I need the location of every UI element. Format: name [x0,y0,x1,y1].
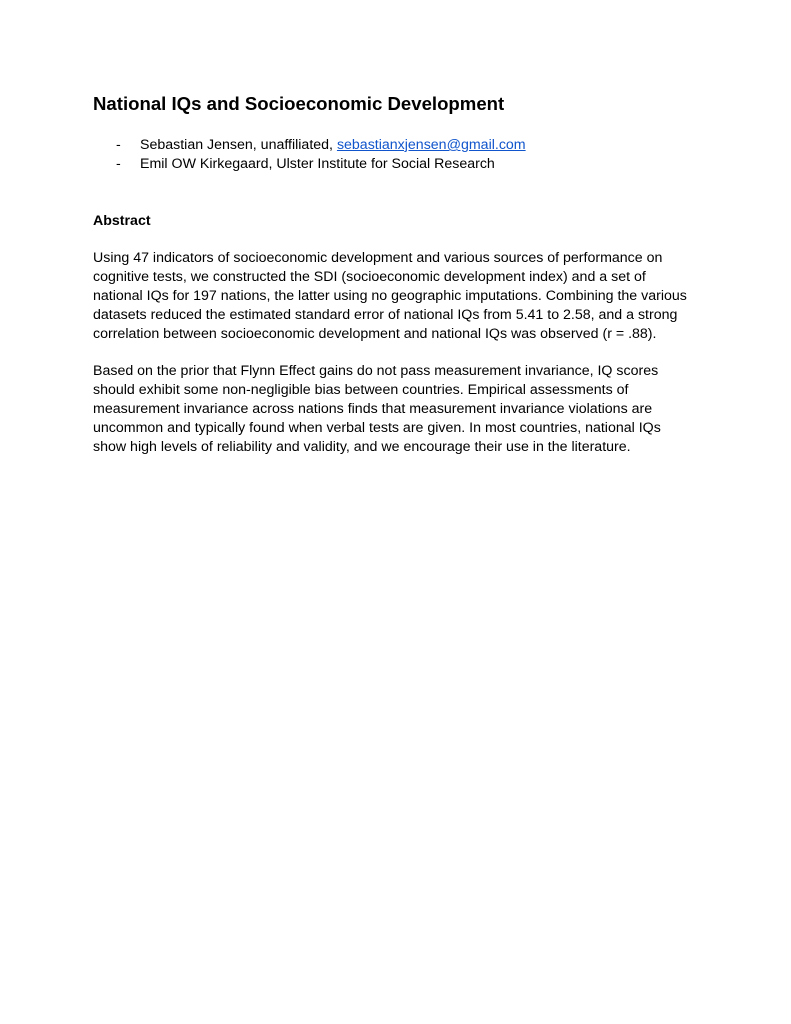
abstract-heading: Abstract [93,213,151,229]
list-bullet: - [116,156,121,172]
text-line: national IQs for 197 nations, the latter using no geographic imputations. Combining the various [93,288,687,304]
list-bullet: - [116,137,121,153]
text-line: uncommon and typically found when verbal tests are given. In most countries, national IQs [93,420,661,436]
abstract-paragraph-1 [93,249,687,344]
text-line: Based on the prior that Flynn Effect gains do not pass measurement invariance, IQ scores [93,363,659,379]
text-line: should exhibit some non-negligible bias between countries. Empirical assessments of [93,382,629,398]
abstract-paragraph-2 [93,362,661,457]
text-line: measurement invariance across nations finds that measurement invariance violations are [93,401,653,417]
text-line: datasets reduced the estimated standard error of national IQs from 5.41 to 2.58, and a strong [93,307,678,323]
author-line [140,136,526,155]
text-line: show high levels of reliability and validity, and we encourage their use in the literature. [93,439,631,455]
author-line [140,155,495,174]
author-affiliation: Sebastian Jensen, unaffiliated, [140,137,337,153]
text-line: Using 47 indicators of socioeconomic development and various sources of performance on [93,250,663,266]
author-email-link[interactable]: sebastianxjensen@gmail.com [336,137,526,153]
paper-title: National IQs and Socioeconomic Development [93,93,505,114]
text-line: cognitive tests, we constructed the SDI (socioeconomic development index) and a set of [93,269,646,285]
author-affiliation: Emil OW Kirkegaard, Ulster Institute for Social Research [140,156,495,172]
text-line: correlation between socioeconomic development and national IQs was observed (r = .88). [93,326,657,342]
